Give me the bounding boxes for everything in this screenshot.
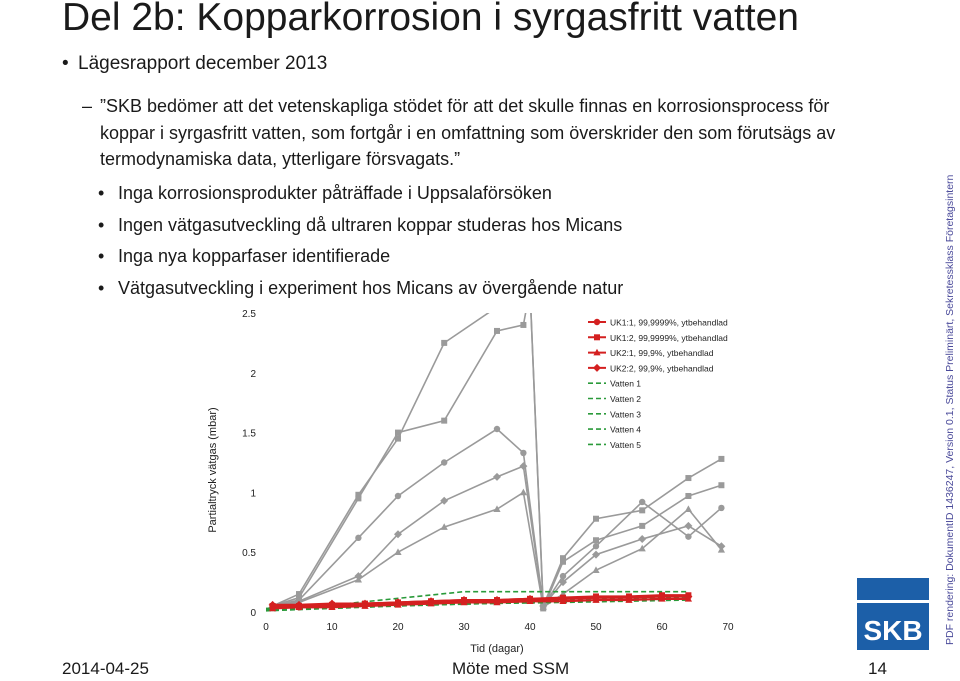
x-tick-label: 30	[458, 622, 470, 633]
data-point	[520, 322, 526, 328]
slide-footer	[0, 657, 936, 681]
y-tick-label: 2.5	[242, 309, 256, 320]
x-tick-label: 10	[326, 622, 338, 633]
data-point	[441, 459, 447, 465]
logo-text: SKB	[863, 615, 923, 646]
x-tick-label: 70	[722, 622, 734, 633]
data-point	[520, 286, 526, 292]
data-point	[684, 522, 692, 530]
data-point	[593, 516, 599, 522]
data-point	[355, 492, 361, 498]
y-tick-label: 2	[250, 368, 256, 380]
legend-label: Vatten 5	[610, 439, 642, 450]
data-point	[594, 319, 600, 325]
legend-label: Vatten 4	[610, 424, 642, 435]
bullet-dot: •	[62, 53, 69, 74]
sidebar-text: PDF rendering: DokumentID 1436247, Version 0.1, Status Preliminärt, Sekretessklass Företagsintern	[944, 174, 956, 645]
data-point	[639, 507, 645, 513]
x-tick-label: 20	[392, 622, 404, 633]
skb-logo	[857, 578, 929, 650]
data-point	[395, 493, 401, 499]
data-point	[718, 505, 724, 511]
data-point	[527, 286, 533, 292]
y-tick-label: 1.5	[242, 428, 256, 440]
data-point	[527, 286, 533, 292]
data-point	[685, 493, 691, 499]
x-tick-label: 40	[524, 622, 536, 633]
data-point	[493, 473, 501, 481]
data-point	[593, 537, 599, 543]
page-number: 14	[868, 659, 887, 678]
data-point	[639, 499, 645, 505]
x-tick-label: 50	[590, 622, 602, 633]
legend-label: Vatten 3	[610, 409, 642, 420]
data-point	[441, 340, 447, 346]
data-point	[355, 535, 361, 541]
data-point	[494, 328, 500, 334]
data-point	[494, 304, 500, 310]
data-point	[296, 591, 302, 597]
data-point	[594, 334, 600, 340]
data-point	[718, 482, 724, 488]
data-point	[639, 523, 645, 529]
data-point	[593, 364, 601, 372]
quote-text: ”SKB bedömer att det vetenskapliga stödet för att det skulle finnas en korrosionsprocess för koppar i syrgasfritt vatten, som fortgår i en omfattning som överskrider den som förutsägs av termodynamiska data, ytterligare försvagats.”	[100, 96, 836, 169]
data-point	[395, 436, 401, 442]
data-point	[685, 475, 691, 481]
bullet-dot: •	[98, 246, 105, 266]
legend-label: Vatten 2	[610, 394, 642, 404]
footer-meeting: Möte med SSM	[452, 659, 570, 678]
data-point	[493, 505, 500, 512]
x-tick-label: 60	[656, 622, 668, 633]
x-tick-label: 0	[263, 622, 269, 633]
data-point	[560, 559, 566, 565]
data-point	[494, 426, 500, 432]
bullet-dot: •	[98, 214, 105, 235]
y-axis-label: Partialtryck vätgas (mbar)	[207, 407, 219, 533]
data-point	[685, 533, 691, 539]
legend-label: UK1:1, 99,9999%, ytbehandlad	[610, 317, 728, 328]
quote-dash: –	[82, 96, 93, 116]
data-point	[718, 456, 724, 462]
data-point	[441, 418, 447, 424]
logo-stripe	[857, 600, 929, 603]
sub-bullet-text: Inga nya kopparfaser identifierade	[118, 246, 391, 266]
sub-bullet-text: Vätgasutveckling i experiment hos Micans av övergående natur	[118, 277, 624, 298]
footer-date: 2014-04-25	[62, 659, 149, 678]
legend-label: UK2:2, 99,9%, ytbehandlad	[610, 363, 714, 374]
legend-label: UK2:1, 99,9%, ytbehandlad	[610, 348, 714, 359]
x-axis-label: Tid (dagar)	[470, 643, 524, 655]
legend-label: Vatten 1	[610, 378, 642, 389]
sub-bullet-text: Ingen vätgasutveckling då ultraren koppar studeras hos Micans	[118, 214, 623, 235]
sub-bullet-text: Inga korrosionsprodukter påträffade i Uppsalaförsöken	[118, 183, 552, 203]
y-tick-label: 0.5	[242, 548, 256, 560]
legend-label: UK1:2, 99,9999%, ytbehandlad	[610, 332, 728, 343]
data-point	[685, 505, 692, 512]
data-point	[593, 543, 599, 549]
y-tick-label: 1	[250, 488, 256, 500]
data-point	[520, 450, 526, 456]
y-tick-label: 0	[250, 608, 256, 619]
document-sidebar	[936, 0, 960, 681]
data-point	[638, 535, 646, 543]
slide-title: Del 2b: Kopparkorrosion i syrgasfritt vatten	[62, 0, 800, 39]
main-bullet-text: Lägesrapport december 2013	[78, 53, 328, 74]
bullet-dot: •	[98, 183, 105, 203]
bullet-dot: •	[98, 277, 105, 298]
